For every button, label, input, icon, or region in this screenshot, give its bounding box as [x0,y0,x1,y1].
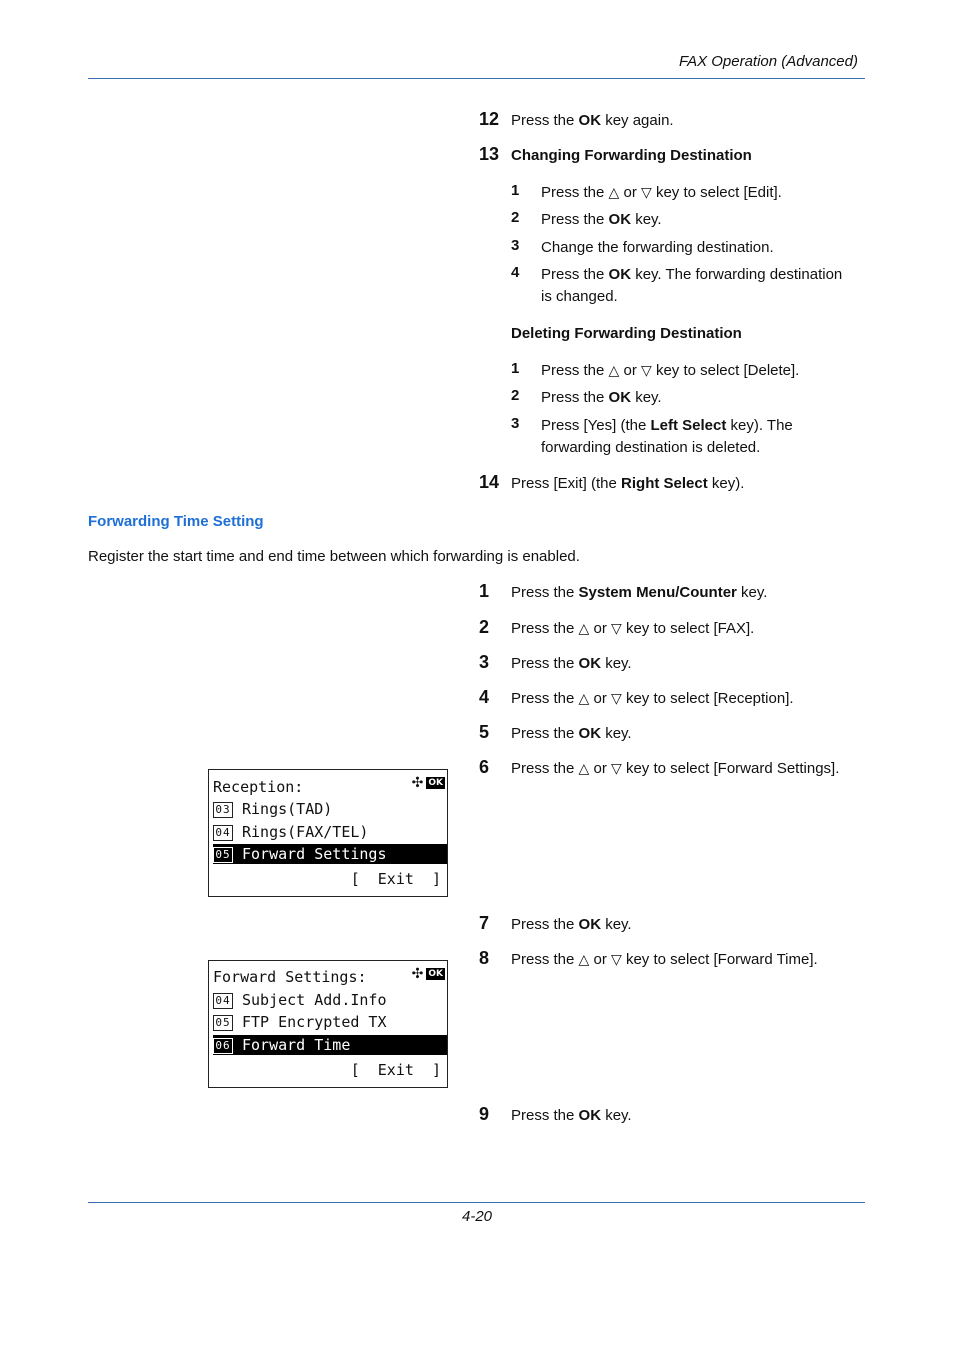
lcd-title: Forward Settings: [213,968,367,986]
down-arrow-icon: ▽ [611,761,622,777]
lcd-forward-settings-screen [208,960,448,1088]
step-number: 12 [479,109,500,129]
delete-heading: Deleting Forwarding Destination [511,325,742,342]
lcd-menu-item: 04 Subject Add.Info [213,990,447,1010]
up-arrow-icon: △ [578,761,590,777]
up-arrow-icon: △ [578,952,590,968]
up-arrow-icon: △ [608,185,620,201]
up-arrow-icon: △ [578,621,590,637]
down-arrow-icon: ▽ [641,185,652,201]
section-title: Forwarding Time Setting [88,513,264,530]
header-rule [88,78,865,79]
lcd-menu-item-selected: 05 Forward Settings [213,844,447,864]
page-number: 4-20 [461,1208,493,1225]
four-way-arrow-icon: ✣ [411,775,424,791]
footer-rule [88,1202,865,1203]
lcd-menu-item: 04 Rings(FAX/TEL) [213,822,447,842]
down-arrow-icon: ▽ [641,363,652,379]
lcd-exit-softkey: [ Exit ] [350,1061,441,1079]
ok-icon: OK [428,969,443,979]
lcd-exit-softkey: [ Exit ] [350,870,441,888]
ok-icon: OK [428,778,443,788]
down-arrow-icon: ▽ [611,621,622,637]
up-arrow-icon: △ [608,363,620,379]
step-text: Press the OK key again. [511,112,674,129]
lcd-reception-screen [208,769,448,897]
header-title: FAX Operation (Advanced) [679,53,858,70]
lcd-nav-indicator [412,966,445,982]
four-way-arrow-icon: ✣ [411,966,424,982]
lcd-title: Reception: [213,778,304,796]
lcd-menu-item-selected: 06 Forward Time [213,1035,447,1055]
step-number: 13 [479,144,500,164]
section-intro: Register the start time and end time between which forwarding is enabled. [88,548,580,565]
down-arrow-icon: ▽ [611,691,622,707]
lcd-nav-indicator [412,775,445,791]
up-arrow-icon: △ [578,691,590,707]
down-arrow-icon: ▽ [611,952,622,968]
lcd-menu-item: 05 FTP Encrypted TX [213,1012,447,1032]
step-text: Changing Forwarding Destination [511,147,752,164]
lcd-menu-item: 03 Rings(TAD) [213,799,447,819]
